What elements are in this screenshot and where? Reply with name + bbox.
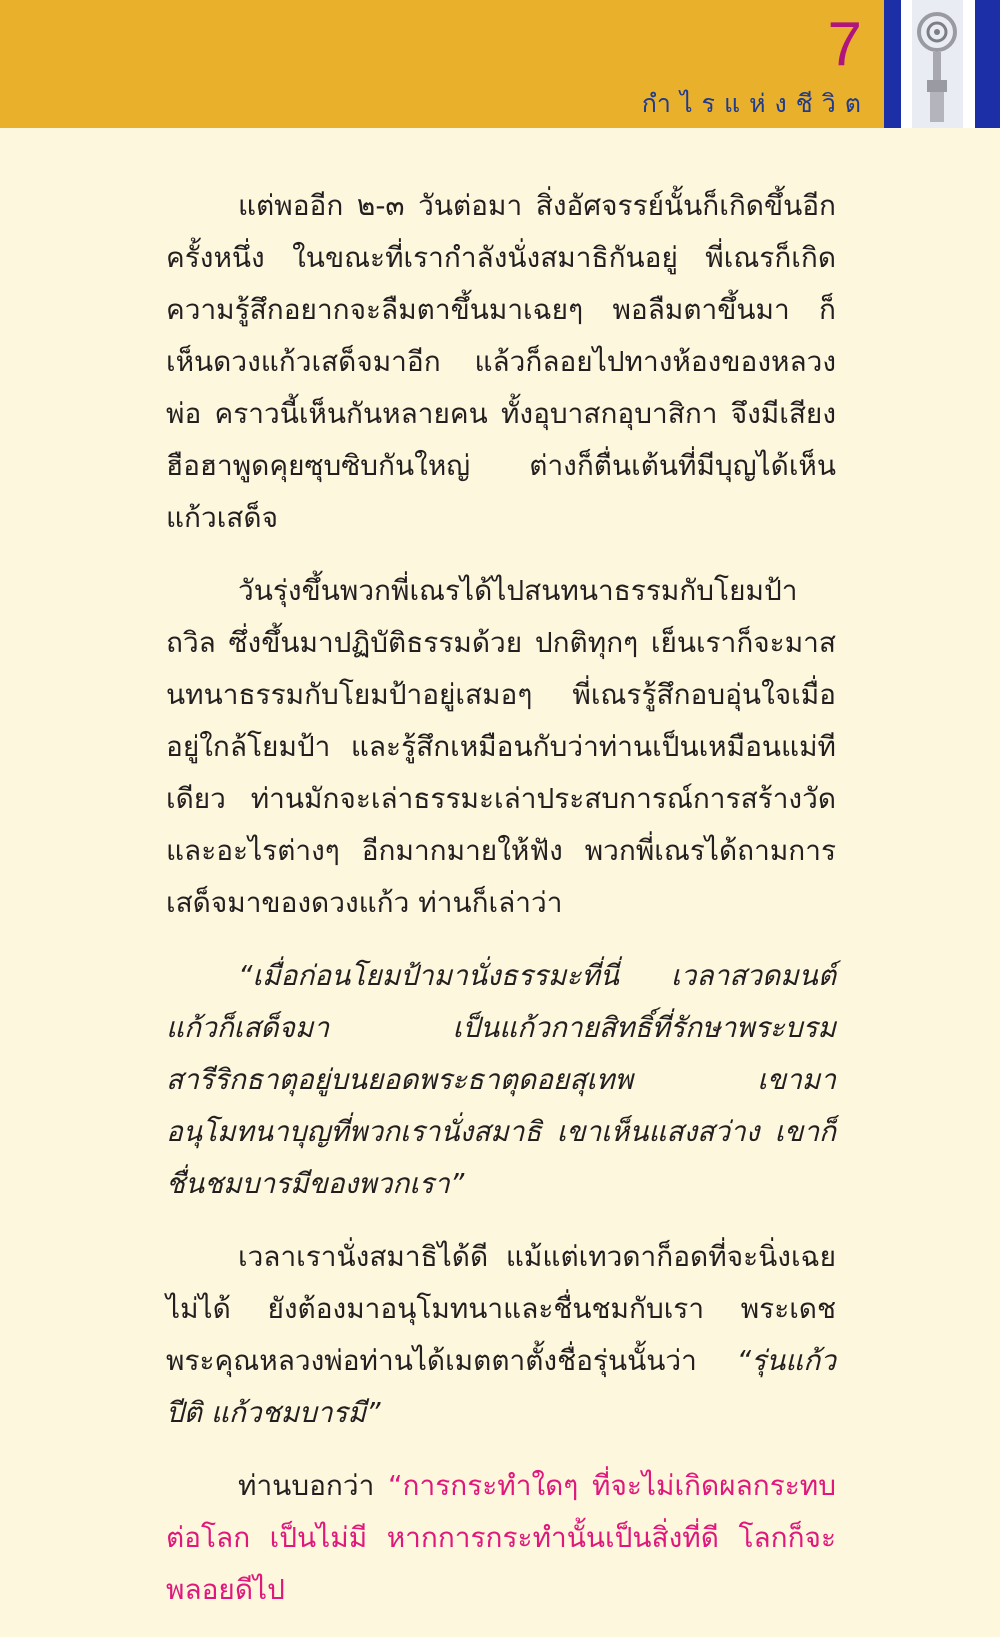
paragraph-4-text: เวลาเรานั่งสมาธิได้ดี แม้แต่เทวดาก็อดที่จะนิ่งเฉยไม่ได้ ยังต้องมาอนุโมทนาและชื่นชมกับเรา พระเดชพระคุณหลวงพ่อท่านได้เมตตาตั้งชื่อรุ่นนั้นว่า bbox=[166, 1240, 836, 1377]
white-stripe-2 bbox=[963, 0, 975, 128]
blue-stripe bbox=[884, 0, 901, 128]
article-body bbox=[166, 180, 836, 1637]
dharma-wheel-emblem-icon bbox=[912, 0, 963, 128]
paragraph-4 bbox=[166, 1231, 836, 1439]
book-title: กำไรแห่งชีวิต bbox=[641, 89, 870, 118]
highlighted-quote: “การกระทำใดๆ ที่จะไม่เกิดผลกระทบต่อโลก เป็นไม่มี หากการกระทำนั้นเป็นสิ่งที่ดี โลกก็จะพลอยดีไป bbox=[166, 1469, 837, 1606]
quote-paragraph: “เมื่อก่อนโยมป้ามานั่งธรรมะที่นี่ เวลาสวดมนต์แก้วก็เสด็จมา เป็นแก้วกายสิทธิ์ที่รักษาพระบรมสารีริกธาตุอยู่บนยอดพระธาตุดอยสุเทพ เขามาอนุโมทนาบุญที่พวกเรานั่งสมาธิ เขาเห็นแสงสว่าง เขาก็ชื่นชมบารมีของพวกเรา” bbox=[166, 959, 836, 1200]
paragraph-1: แต่พออีก ๒-๓ วันต่อมา สิ่งอัศจรรย์นั้นก็เกิดขึ้นอีกครั้งหนึ่ง ในขณะที่เรากำลังนั่งสมาธิกันอยู่ พี่เณรก็เกิดความรู้สึกอยากจะลืมตาขึ้นมาเฉยๆ พอลืมตาขึ้นมา ก็เห็นดวงแก้วเสด็จมาอีก แล้วก็ลอยไปทางห้องของหลวงพ่อ คราวนี้เห็นกันหลายคน ทั้งอุบาสกอุบาสิกา จึงมีเสียงฮือฮาพูดคุยซุบซิบกันใหญ่ ต่างก็ตื่นเต้นที่มีบุญได้เห็นแก้วเสด็จ bbox=[166, 189, 836, 534]
page-number: 7 bbox=[827, 10, 862, 79]
blue-stripe-2 bbox=[975, 0, 1000, 128]
paragraph-5-lead: ท่านบอกว่า bbox=[238, 1469, 375, 1502]
header-band bbox=[0, 0, 884, 128]
batch-name-quote: “รุ่นแก้วปีติ แก้วชมบารมี” bbox=[166, 1344, 836, 1429]
paragraph-5 bbox=[166, 1460, 836, 1616]
white-stripe bbox=[901, 0, 912, 128]
paragraph-2: วันรุ่งขึ้นพวกพี่เณรได้ไปสนทนาธรรมกับโยมป้าถวิล ซึ่งขึ้นมาปฏิบัติธรรมด้วย ปกติทุกๆ เย็นเราก็จะมาสนทนาธรรมกับโยมป้าอยู่เสมอๆ พี่เณรรู้สึกอบอุ่นใจเมื่ออยู่ใกล้โยมป้า และรู้สึกเหมือนกับว่าท่านเป็นเหมือนแม่ทีเดียว ท่านมักจะเล่าธรรมะเล่าประสบการณ์การสร้างวัดและอะไรต่างๆ อีกมากมายให้ฟัง พวกพี่เณรได้ถามการเสด็จมาของดวงแก้ว ท่านก็เล่าว่า bbox=[166, 574, 836, 919]
emblem-panel bbox=[912, 0, 963, 128]
